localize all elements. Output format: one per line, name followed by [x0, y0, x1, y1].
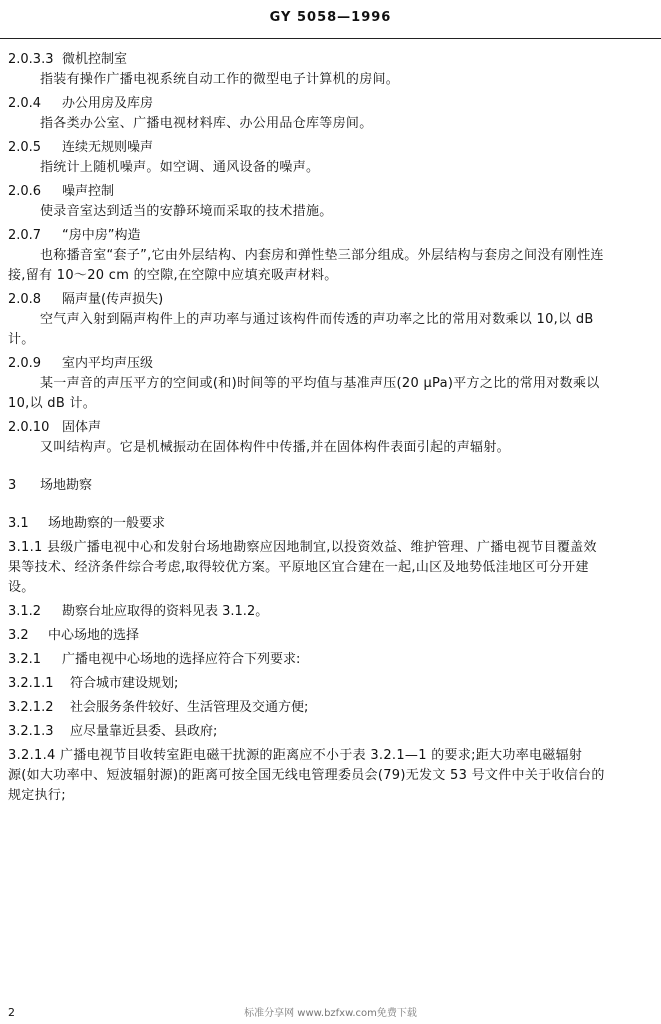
- subsection-heading: 3.1 场地勘察的一般要求: [8, 516, 166, 531]
- document-body: [8, 50, 655, 806]
- clause-body-line: 空气声入射到隔声构件上的声功率与通过该构件而传透的声功率之比的常用对数乘以 10,以 dB: [40, 312, 594, 327]
- clause-heading: 2.0.6 噪声控制: [8, 184, 115, 199]
- clause-heading: 2.0.8 隔声量(传声损失): [8, 292, 164, 307]
- clause-body: 指装有操作广播电视系统自动工作的微型电子计算机的房间。: [40, 72, 400, 87]
- page-number: 2: [8, 1006, 15, 1019]
- clause-text-line: 3.2.1.4 广播电视节目收转室距电磁干扰源的距离应不小于表 3.2.1—1 的要求;距大功率电磁辐射: [8, 748, 583, 763]
- clause-heading: 2.0.7 “房中房”构造: [8, 228, 141, 243]
- clause-heading: 2.0.10 固体声: [8, 420, 102, 435]
- header-rule: [0, 38, 661, 39]
- clause-text-line: 设。: [8, 580, 35, 595]
- clause-body-line: 也称播音室“套子”,它由外层结构、内套房和弹性垫三部分组成。外层结构与套房之间没有刚性连: [40, 248, 604, 263]
- clause-body: 指各类办公室、广播电视材料库、办公用品仓库等房间。: [40, 116, 373, 131]
- clause-heading: 2.0.4 办公用房及库房: [8, 96, 154, 111]
- clause-text-line: 3.1.1 县级广播电视中心和发射台场地勘察应因地制宜,以投资效益、维护管理、广播电视节目覆盖效: [8, 540, 597, 555]
- section-heading: 3 场地勘察: [8, 478, 93, 493]
- list-item: 3.2.1.2 社会服务条件较好、生活管理及交通方便;: [8, 700, 309, 715]
- clause-body-line: 10,以 dB 计。: [8, 396, 97, 411]
- clause-body-line: 计。: [8, 332, 35, 347]
- clause-text-line: 规定执行;: [8, 788, 66, 803]
- clause-text: 3.1.2 勘察台址应取得的资料见表 3.1.2。: [8, 604, 269, 619]
- list-item: 3.2.1.3 应尽量靠近县委、县政府;: [8, 724, 218, 739]
- list-item: 3.2.1.1 符合城市建设规划;: [8, 676, 179, 691]
- clause-heading: 2.0.5 连续无规则噪声: [8, 140, 154, 155]
- clause-heading: 2.0.3.3 微机控制室: [8, 52, 128, 67]
- clause-text-line: 果等技术、经济条件综合考虑,取得较优方案。平原地区宜合建在一起,山区及地势低洼地区可分开建: [8, 560, 589, 575]
- clause-text-line: 源(如大功率中、短波辐射源)的距离可按全国无线电管理委员会(79)无发文 53 号文件中关于收信台的: [8, 768, 605, 783]
- clause-text: 3.2.1 广播电视中心场地的选择应符合下列要求:: [8, 652, 301, 667]
- watermark-text: 标准分享网 www.bzfxw.com免费下载: [244, 1008, 417, 1019]
- clause-body: 使录音室达到适当的安静环境而采取的技术措施。: [40, 204, 333, 219]
- subsection-heading: 3.2 中心场地的选择: [8, 628, 140, 643]
- clause-body-line: 接,留有 10～20 cm 的空隙,在空隙中应填充吸声材料。: [8, 268, 338, 283]
- clause-body: 指统计上随机噪声。如空调、通风设备的噪声。: [40, 160, 320, 175]
- page-header: GY 5058—1996: [269, 10, 392, 25]
- clause-body-line: 某一声音的声压平方的空间或(和)时间等的平均值与基准声压(20 μPa)平方之比的常用对数乘以: [40, 376, 600, 391]
- clause-body: 又叫结构声。它是机械振动在固体构件中传播,并在固体构件表面引起的声辐射。: [40, 440, 510, 455]
- clause-heading: 2.0.9 室内平均声压级: [8, 356, 154, 371]
